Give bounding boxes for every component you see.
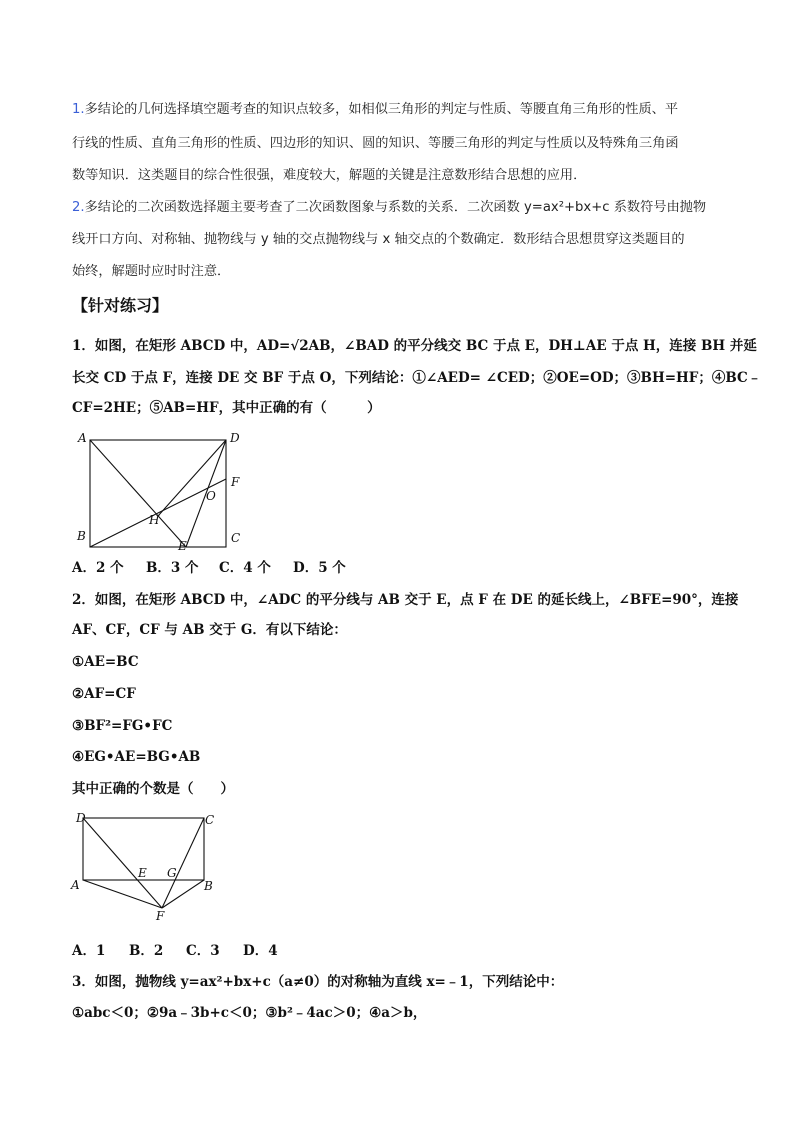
- q1-option-a[interactable]: A．2 个: [72, 560, 124, 576]
- q2-label-b: B: [204, 879, 213, 893]
- q2-figure: [66, 810, 226, 925]
- q1-option-c[interactable]: C．4 个: [219, 560, 271, 576]
- section-title: 【针对练习】: [72, 296, 169, 315]
- q2-option-c[interactable]: C．3: [186, 943, 220, 959]
- q1-label-f: F: [231, 475, 240, 489]
- q1-option-d[interactable]: D．5 个: [293, 560, 346, 576]
- q1-sqrt: √2: [290, 338, 309, 354]
- q1-option-b[interactable]: B．3 个: [146, 560, 199, 576]
- q2-label-a: A: [71, 878, 80, 892]
- q2-option-a[interactable]: A．1: [72, 943, 106, 959]
- q2-label-d: D: [76, 811, 86, 825]
- q2-label-e: E: [138, 866, 147, 880]
- q2-label-c: C: [205, 813, 215, 827]
- q2-line2: AF、CF，CF 与 AB 交于 G．有以下结论：: [72, 622, 347, 638]
- q3-line2: ①abc＜0；②9a﹣3b+c＜0；③b²﹣4ac＞0；④a＞b，: [72, 1005, 427, 1021]
- intro-p1-line3: 数等知识．这类题目的综合性很强，难度较大，解题的关键是注意数形结合思想的应用．: [72, 168, 587, 183]
- q3-line1: 3．如图，抛物线 y=ax²+bx+c（a≠0）的对称轴为直线 x=﹣1，下列结论中：: [72, 974, 564, 990]
- intro-p1-text1: 多结论的几何选择填空题考查的知识点较多，如相似三角形的判定与性质、等腰直角三角形的性质、平: [84, 102, 679, 117]
- q1-label-c: C: [231, 531, 241, 545]
- intro-p2-text1: 多结论的二次函数选择题主要考查了二次函数图象与系数的关系．二次函数 y=ax²+bx+c 系数符号由抛物: [84, 200, 707, 215]
- q1-label-e: E: [178, 539, 187, 553]
- q1-line1: [72, 336, 757, 356]
- q2-label-f: F: [156, 909, 165, 923]
- q2-ask: 其中正确的个数是（ ）: [72, 781, 234, 797]
- q1-line-ae: [90, 440, 186, 547]
- q2-conclusion-4: ④EG•AE=BG•AB: [72, 749, 201, 765]
- q2-conclusion-3: ③BF²=FG•FC: [72, 718, 173, 734]
- q2-line1: 2．如图，在矩形 ABCD 中，∠ADC 的平分线与 AB 交于 E，点 F 在 DE 的延长线上，∠BFE=90°，连接: [72, 592, 739, 608]
- q1-line2: 长交 CD 于点 F，连接 DE 交 BF 于点 O，下列结论：①∠AED= ∠CED；②OE=OD；③BH=HF；④BC﹣: [72, 370, 762, 386]
- q1-text-a: 1．如图，在矩形 ABCD 中，AD=: [72, 338, 291, 354]
- q1-label-o: O: [206, 489, 216, 503]
- intro-p2-line3: 始终，解题时应时时注意．: [72, 264, 231, 279]
- q1-label-a: A: [78, 431, 87, 445]
- q1-label-d: D: [230, 431, 240, 445]
- q1-label-h: H: [149, 513, 160, 527]
- q2-conclusion-1: ①AE=BC: [72, 654, 139, 670]
- intro-p2-line1: [72, 198, 732, 218]
- intro-p1-line2: 行线的性质、直角三角形的性质、四边形的知识、圆的知识、等腰三角形的判定与性质以及特殊角三角函: [72, 136, 679, 151]
- q1-text-b: AB，∠BAD 的平分线交 BC 于点 E，DH⊥AE 于点 H，连接 BH 并延: [308, 338, 757, 354]
- q1-label-b: B: [77, 529, 86, 543]
- q2-conclusion-2: ②AF=CF: [72, 686, 136, 702]
- q2-option-d[interactable]: D．4: [243, 943, 278, 959]
- intro-p2-line2: 线开口方向、对称轴、抛物线与 y 轴的交点抛物线与 x 轴交点的个数确定．数形结合思想贯穿这类题目的: [72, 232, 685, 247]
- q1-figure: [72, 428, 262, 553]
- q2-label-g: G: [167, 866, 177, 880]
- q1-line3: CF=2HE；⑤AB=HF，其中正确的有（ ）: [72, 400, 381, 416]
- q1-line-dh: [158, 440, 226, 516]
- intro-p2-number: 2.: [72, 200, 85, 215]
- q2-option-b[interactable]: B．2: [129, 943, 164, 959]
- intro-p1-number: 1.: [72, 102, 85, 117]
- intro-p1-line1: [72, 100, 732, 120]
